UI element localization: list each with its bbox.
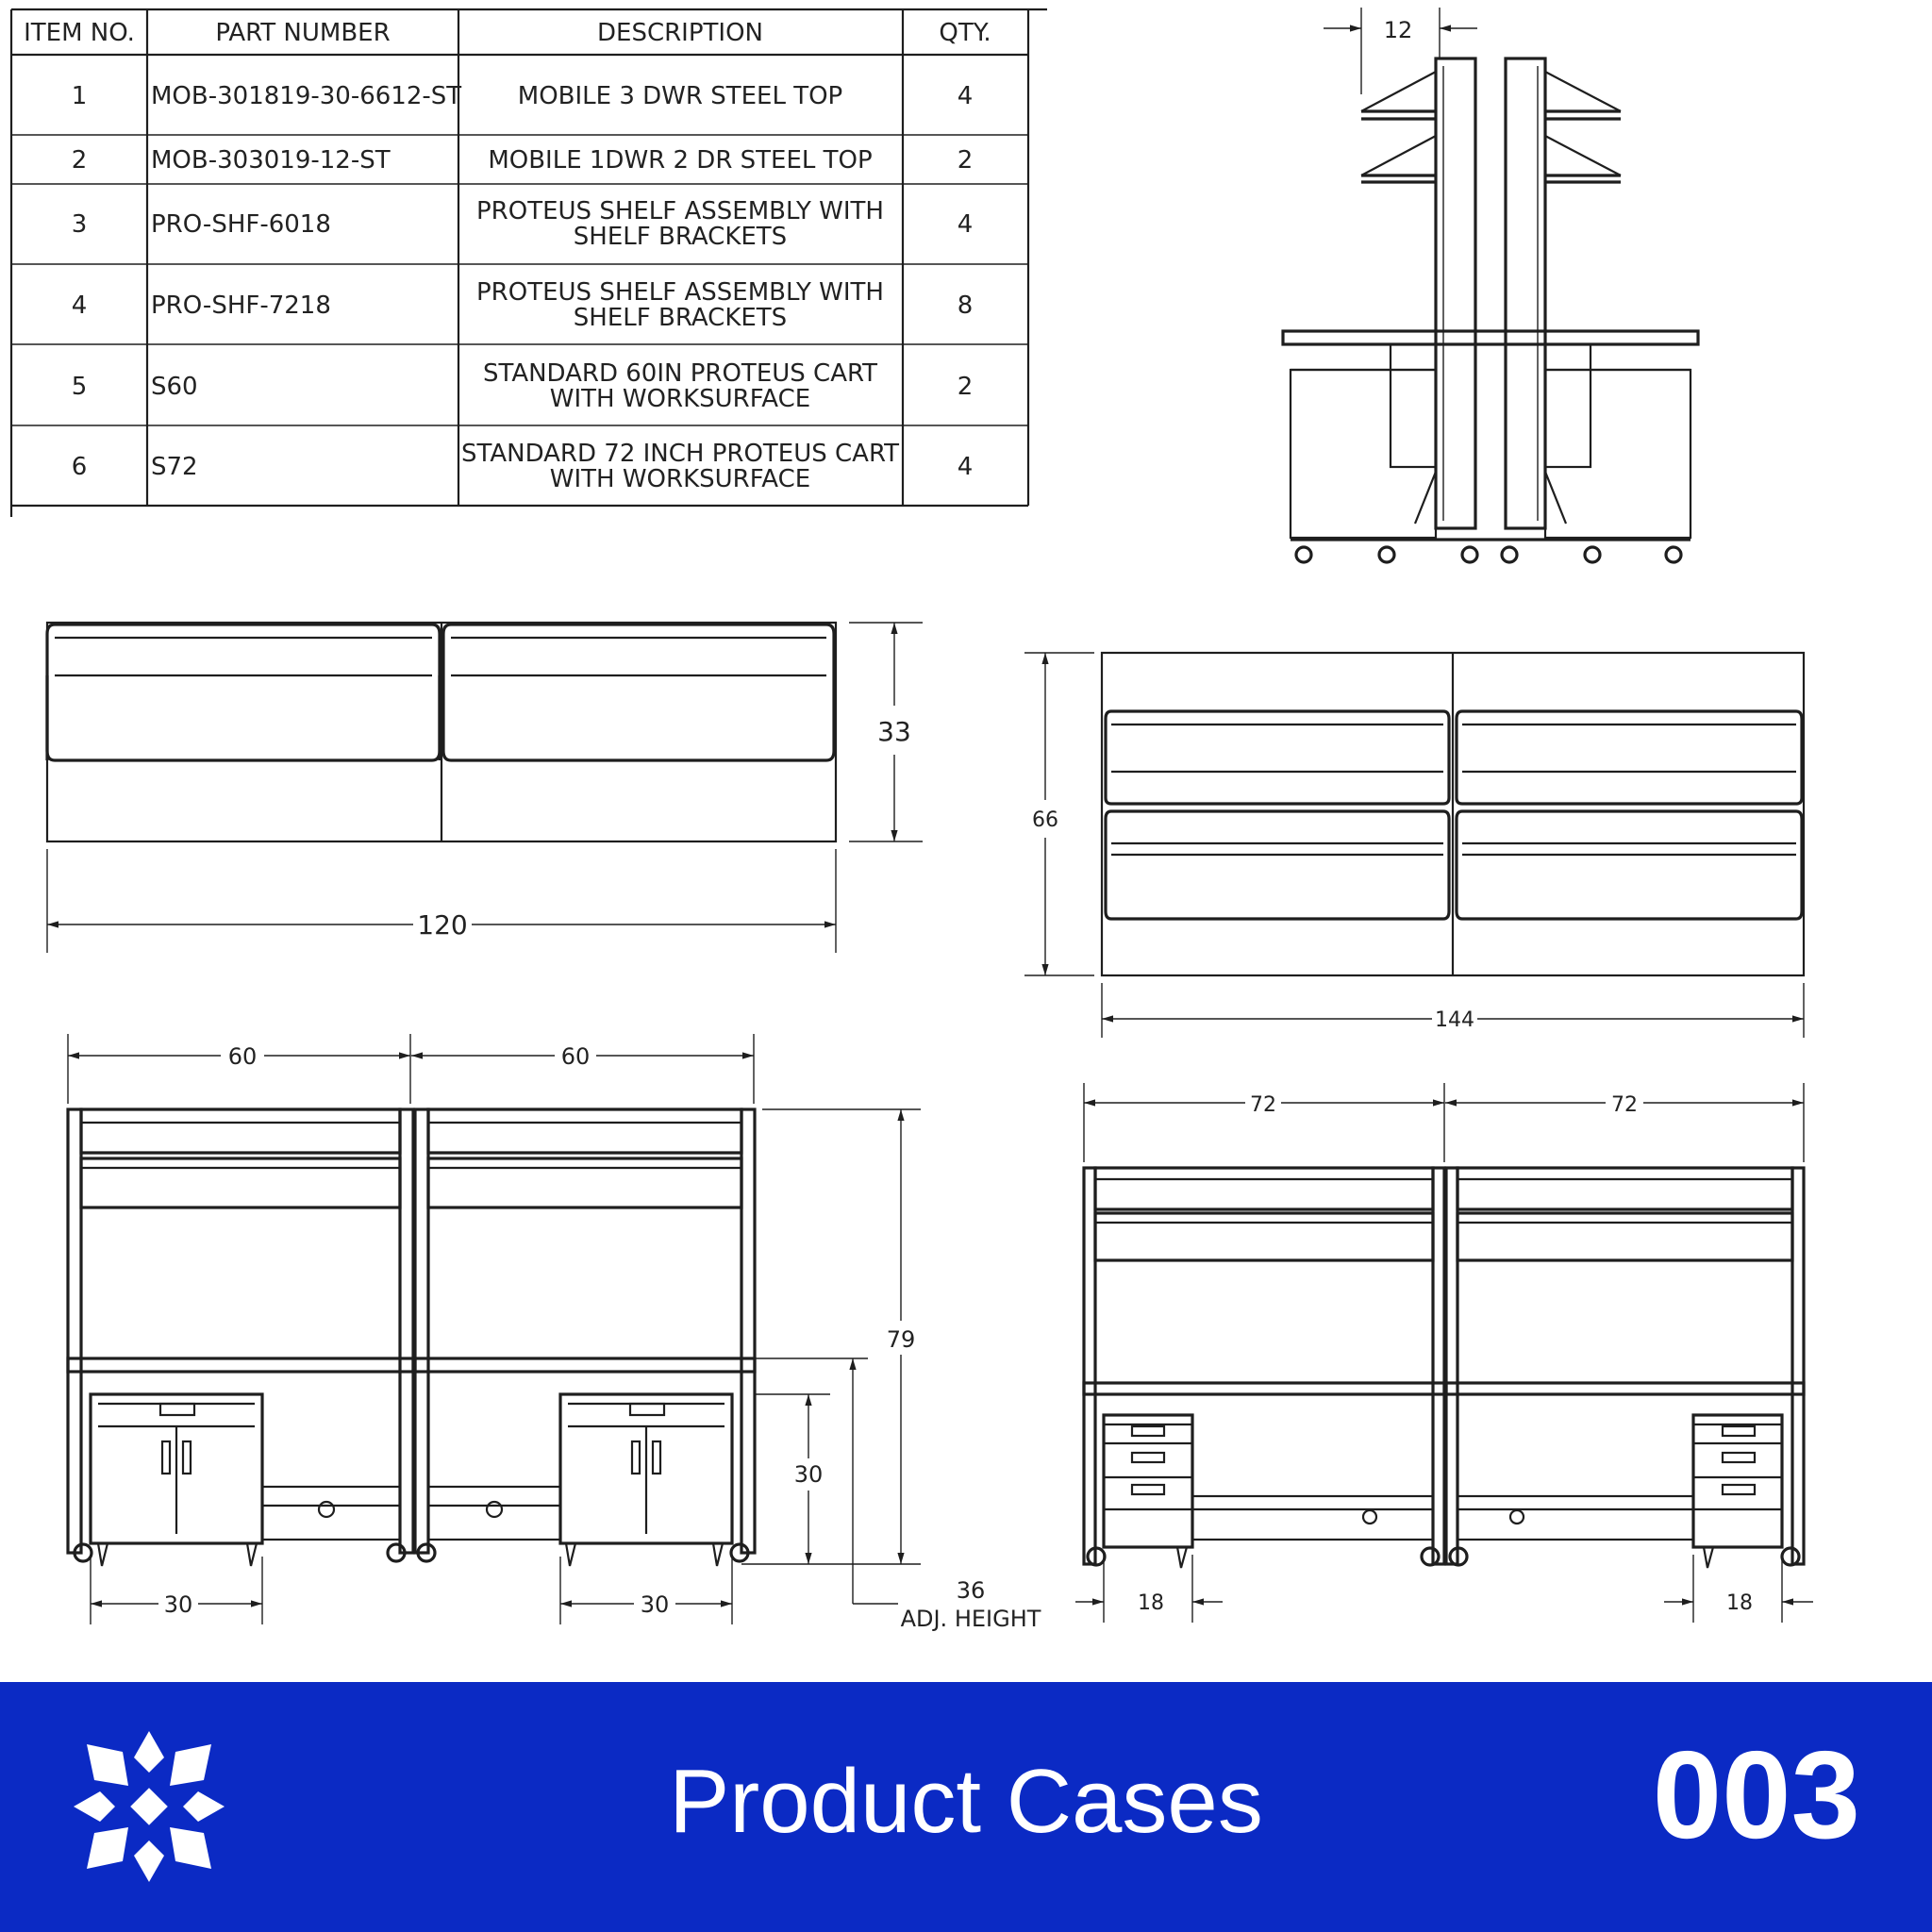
row-2-qty: 2 bbox=[957, 146, 974, 175]
dim-top-b-depth: 66 bbox=[1032, 808, 1058, 832]
header-qty: QTY. bbox=[939, 19, 991, 47]
row-5-desc-line2: WITH WORKSURFACE bbox=[549, 385, 811, 413]
dim-front-b-ped-left: 18 bbox=[1138, 1591, 1164, 1615]
front-view-60 bbox=[68, 1034, 1041, 1632]
row-1-part: MOB-301819-30-6612-ST bbox=[151, 82, 462, 110]
footer-number: 003 bbox=[1652, 1725, 1860, 1864]
dim-adj-height-value: 36 bbox=[956, 1577, 986, 1604]
row-4-desc-line2: SHELF BRACKETS bbox=[573, 304, 788, 332]
row-2-desc: MOBILE 1DWR 2 DR STEEL TOP bbox=[488, 146, 873, 175]
front-view-72 bbox=[1075, 1083, 1813, 1623]
row-3-desc-line1: PROTEUS SHELF ASSEMBLY WITH bbox=[476, 197, 884, 225]
bom-table bbox=[11, 9, 1047, 517]
row-6-qty: 4 bbox=[957, 453, 974, 481]
top-view-144 bbox=[1024, 653, 1804, 1038]
dim-front-a-bay-left: 60 bbox=[227, 1043, 258, 1070]
row-5-qty: 2 bbox=[957, 373, 974, 401]
row-3-item: 3 bbox=[71, 210, 88, 239]
top-view-120 bbox=[47, 623, 923, 953]
row-4-qty: 8 bbox=[957, 291, 974, 320]
dim-front-a-ped-right: 30 bbox=[640, 1591, 670, 1618]
row-1-qty: 4 bbox=[957, 82, 974, 110]
dim-top-b-length: 144 bbox=[1435, 1008, 1474, 1032]
row-4-desc-line1: PROTEUS SHELF ASSEMBLY WITH bbox=[476, 278, 884, 307]
row-2-item: 2 bbox=[71, 146, 88, 175]
dim-front-b-bay-left: 72 bbox=[1250, 1093, 1276, 1117]
dim-adj-height-label: ADJ. HEIGHT bbox=[900, 1606, 1041, 1632]
dim-front-b-ped-right: 18 bbox=[1726, 1591, 1753, 1615]
side-view bbox=[1283, 8, 1698, 562]
row-5-item: 5 bbox=[71, 373, 88, 401]
row-6-item: 6 bbox=[71, 453, 88, 481]
row-2-part: MOB-303019-12-ST bbox=[151, 146, 391, 175]
dim-top-a-depth: 33 bbox=[877, 716, 911, 747]
row-6-desc-line2: WITH WORKSURFACE bbox=[549, 465, 811, 493]
row-1-item: 1 bbox=[71, 82, 88, 110]
dim-top-a-length: 120 bbox=[417, 909, 468, 941]
row-1-desc: MOBILE 3 DWR STEEL TOP bbox=[517, 82, 843, 110]
header-item-no: ITEM NO. bbox=[24, 19, 135, 47]
row-3-qty: 4 bbox=[957, 210, 974, 239]
dim-front-a-work-height: 30 bbox=[793, 1461, 824, 1488]
row-3-part: PRO-SHF-6018 bbox=[151, 210, 331, 239]
row-6-part: S72 bbox=[151, 453, 198, 481]
row-6-desc-line1: STANDARD 72 INCH PROTEUS CART bbox=[460, 440, 900, 468]
row-3-desc-line2: SHELF BRACKETS bbox=[573, 223, 788, 251]
footer-title: Product Cases bbox=[669, 1751, 1263, 1852]
row-5-part: S60 bbox=[151, 373, 198, 401]
header-description: DESCRIPTION bbox=[597, 19, 763, 47]
dim-front-a-height: 79 bbox=[886, 1326, 916, 1353]
row-4-item: 4 bbox=[71, 291, 88, 320]
row-5-desc-line1: STANDARD 60IN PROTEUS CART bbox=[482, 359, 878, 388]
dim-front-b-bay-right: 72 bbox=[1611, 1093, 1638, 1117]
footer-banner bbox=[0, 1682, 1932, 1932]
header-part-number: PART NUMBER bbox=[215, 19, 391, 47]
dim-front-a-bay-right: 60 bbox=[560, 1043, 591, 1070]
dim-front-a-ped-left: 30 bbox=[163, 1591, 193, 1618]
dim-side-width: 12 bbox=[1383, 17, 1413, 43]
row-4-part: PRO-SHF-7218 bbox=[151, 291, 331, 320]
